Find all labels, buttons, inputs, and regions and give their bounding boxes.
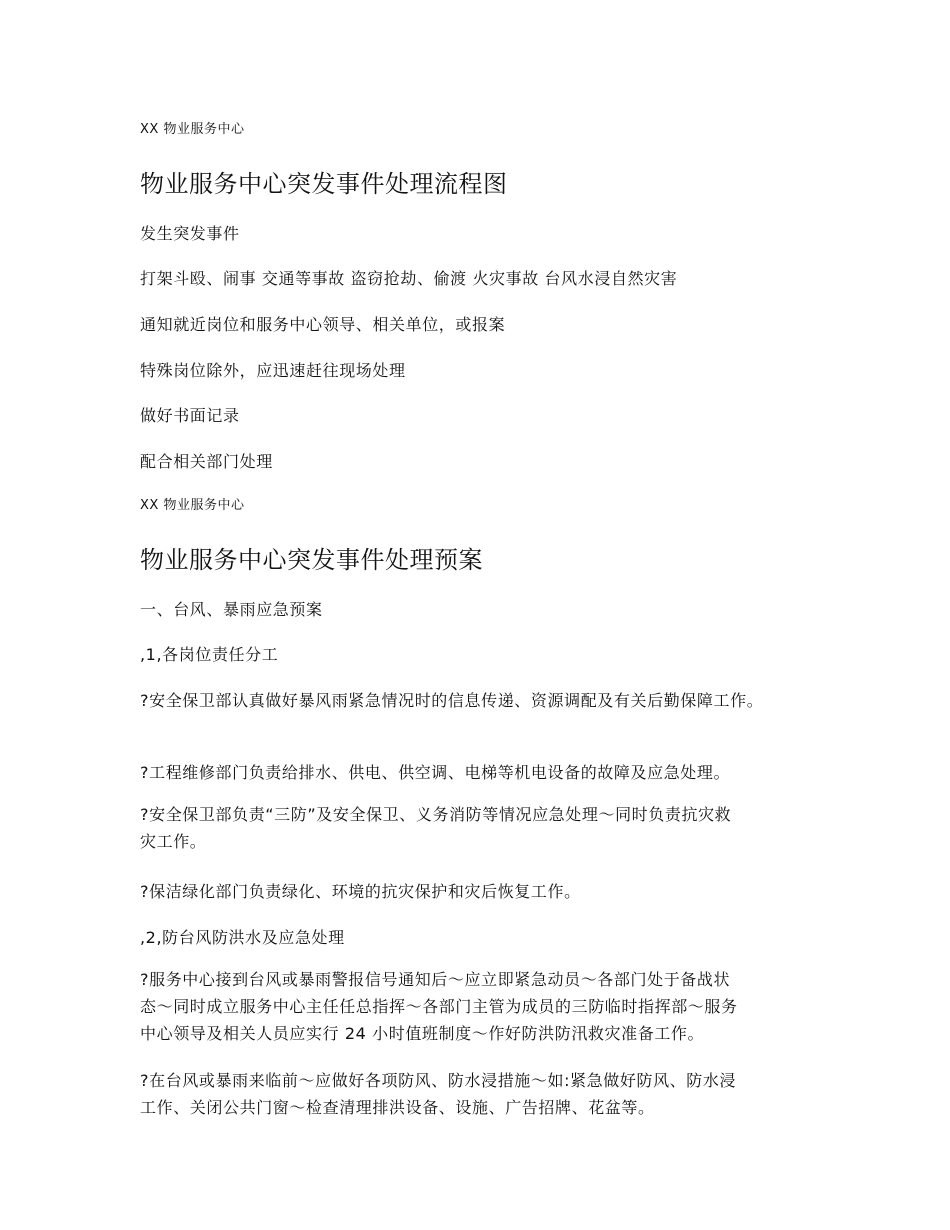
paragraph-line: 灾工作。: [140, 832, 207, 851]
flow-step-notify: 通知就近岗位和服务中心领导、相关单位，或报案: [140, 315, 506, 334]
paragraph-measure-before: [140, 1067, 820, 1121]
paragraph-line: 工作、关闭公共门窗～检查清理排洪设备、设施、广告招牌、花盆等。: [140, 1098, 655, 1117]
flow-step-record: 做好书面记录: [140, 406, 240, 425]
paragraph-line: ?在台风或暴雨来临前～应做好各项防风、防水浸措施～如:紧急做好防风、防水浸: [140, 1071, 737, 1090]
page-title-flowchart: 物业服务中心突发事件处理流程图: [140, 170, 508, 198]
section-heading: 一、台风、暴雨应急预案: [140, 600, 323, 619]
subsection-heading: ,2,防台风防洪水及应急处理: [140, 928, 345, 947]
paragraph-line: 态～同时成立服务中心主任任总指挥～各部门主管为成员的三防临时指挥部～服务: [140, 997, 738, 1016]
flow-step-rush: 特殊岗位除外，应迅速赶往现场处理: [140, 361, 406, 380]
subsection-heading: ,1,各岗位责任分工: [140, 645, 279, 664]
paragraph-duty-security-info: ?安全保卫部认真做好暴风雨紧急情况时的信息传递、资源调配及有关后勤保障工作。: [140, 691, 764, 710]
header-org: XX 物业服务中心: [140, 122, 245, 137]
header-org: XX 物业服务中心: [140, 498, 245, 513]
paragraph-line: 中心领导及相关人员应实行 24 小时值班制度～作好防洪防汛救灾准备工作。: [140, 1024, 705, 1043]
page-title-plan: 物业服务中心突发事件处理预案: [140, 546, 483, 574]
paragraph-duty-security-three: [140, 801, 820, 855]
flow-step-occur: 发生突发事件: [140, 224, 240, 243]
flow-step-types: 打架斗殴、闹事 交通等事故 盗窃抢劫、偷渡 火灾事故 台风水浸自然灾害: [140, 269, 678, 288]
paragraph-line: ?安全保卫部负责“三防”及安全保卫、义务消防等情况应急处理～同时负责抗灾救: [140, 805, 732, 824]
paragraph-duty-engineering: ?工程维修部门负责给排水、供电、供空调、电梯等机电设备的故障及应急处理。: [140, 763, 731, 782]
paragraph-measure-alert: [140, 966, 820, 1047]
paragraph-line: ?服务中心接到台风或暴雨警报信号通知后～应立即紧急动员～各部门处于备战状: [140, 970, 731, 989]
flow-step-cooperate: 配合相关部门处理: [140, 452, 273, 471]
paragraph-duty-cleaning: ?保洁绿化部门负责绿化、环境的抗灾保护和灾后恢复工作。: [140, 882, 581, 901]
